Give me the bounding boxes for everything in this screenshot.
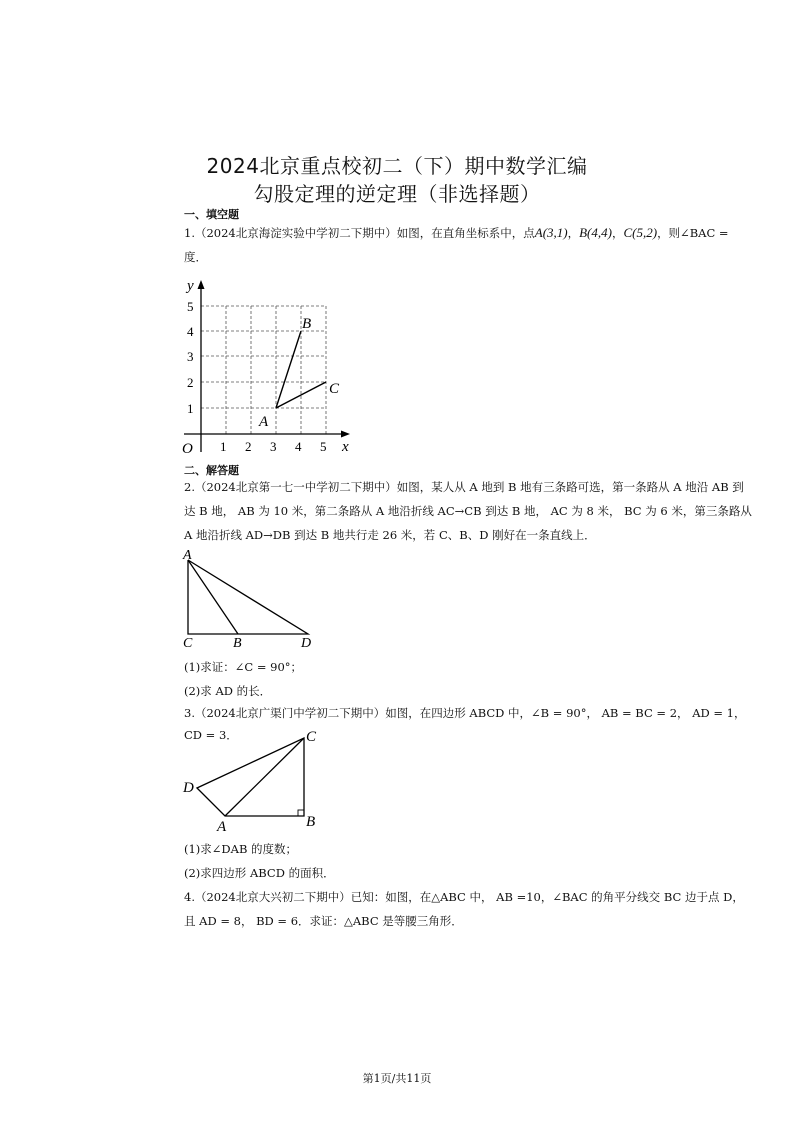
q1-x-tick-1: 1	[220, 439, 227, 454]
q1-y-tick-5: 5	[187, 299, 194, 314]
q2-label-d: D	[301, 636, 312, 650]
q2-label-a: A	[183, 548, 192, 563]
q1-text-c: 度．	[184, 250, 207, 264]
q1-x-tick-4: 4	[295, 439, 302, 454]
q2-line-3: A 地沿折线 AD→DB 到达 B 地共行走 26 米，若 C、B、D 刚好在一条直线上．	[184, 528, 596, 542]
section-heading-solutions: 二、解答题	[184, 464, 239, 477]
q1-y-tick-4: 4	[187, 324, 194, 339]
q1-point-a: A(3,1)	[534, 225, 568, 240]
q3-label-b: B	[306, 814, 316, 830]
q1-x-tick-3: 3	[270, 439, 277, 454]
section-heading-fill-blank: 一、填空题	[184, 208, 239, 221]
q2-line-2: 达 B 地， AB 为 10 米，第二条路从 A 地沿折线 AC→CB 到达 B 地， AC 为 8 米， BC 为 6 米，第三条路从	[184, 504, 752, 518]
question-1-text: 1.（2024北京海淀实验中学初二下期中）如图，在直角坐标系中，点A(3,1)，B(4,4)，C(5,2)，则∠BAC =	[184, 225, 729, 240]
q3-label-d: D	[183, 780, 194, 796]
q3-line-1: 3.（2024北京广渠门中学初二下期中）如图，在四边形 ABCD 中，∠B = 90°， AB = BC = 2， AD = 1， CD = 3．	[184, 706, 746, 742]
q1-y-tick-1: 1	[187, 401, 194, 416]
q3-quadrilateral-figure	[180, 724, 330, 836]
title-line-1: 2024北京重点校初二（下）期中数学汇编	[206, 154, 588, 178]
q1-label-b: B	[302, 316, 312, 332]
q4-line-1: 4.（2024北京大兴初二下期中）已知：如图，在△ABC 中， AB =10，∠BAC 的角平分线交 BC 边于点 D，	[184, 890, 744, 904]
q2-label-b: B	[233, 636, 242, 650]
q4-line-2: 且 AD = 8， BD = 6．求证：△ABC 是等腰三角形．	[184, 914, 463, 928]
q1-coordinate-figure	[176, 276, 356, 462]
q2-line-1: 2.（2024北京第一七一中学初二下期中）如图，某人从 A 地到 B 地有三条路可选，第一条路从 A 地沿 AB 到	[184, 480, 744, 494]
q1-y-tick-3: 3	[187, 349, 194, 364]
q1-text-b: ，则∠BAC =	[657, 226, 729, 240]
page-footer: 第1页/共11页	[362, 1072, 432, 1085]
q3-label-a: A	[217, 819, 227, 835]
q2-part-2: (2)求 AD 的长．	[184, 684, 272, 698]
q1-x-tick-2: 2	[245, 439, 252, 454]
q3-label-c: C	[306, 729, 317, 745]
q2-label-c: C	[183, 636, 193, 650]
q1-point-b: B(4,4)	[579, 225, 612, 240]
q1-x-tick-5: 5	[320, 439, 327, 454]
q1-axis-y-label: y	[187, 278, 194, 294]
q1-axis-x-label: x	[342, 439, 349, 455]
q1-origin-label: O	[182, 441, 193, 457]
q1-label-c: C	[329, 381, 340, 397]
q2-part-1: (1)求证：∠C = 90°；	[184, 660, 303, 674]
q2-triangle-figure	[180, 546, 320, 650]
q3-part-2: (2)求四边形 ABCD 的面积．	[184, 866, 335, 880]
q1-y-tick-2: 2	[187, 375, 194, 390]
title-line-2: 勾股定理的逆定理（非选择题）	[253, 182, 541, 206]
q3-part-1: (1)求∠DAB 的度数；	[184, 842, 298, 856]
q1-point-c: C(5,2)	[623, 225, 658, 240]
q1-text-a: 1.（2024北京海淀实验中学初二下期中）如图，在直角坐标系中，点	[184, 226, 535, 240]
q1-label-a: A	[259, 414, 269, 430]
